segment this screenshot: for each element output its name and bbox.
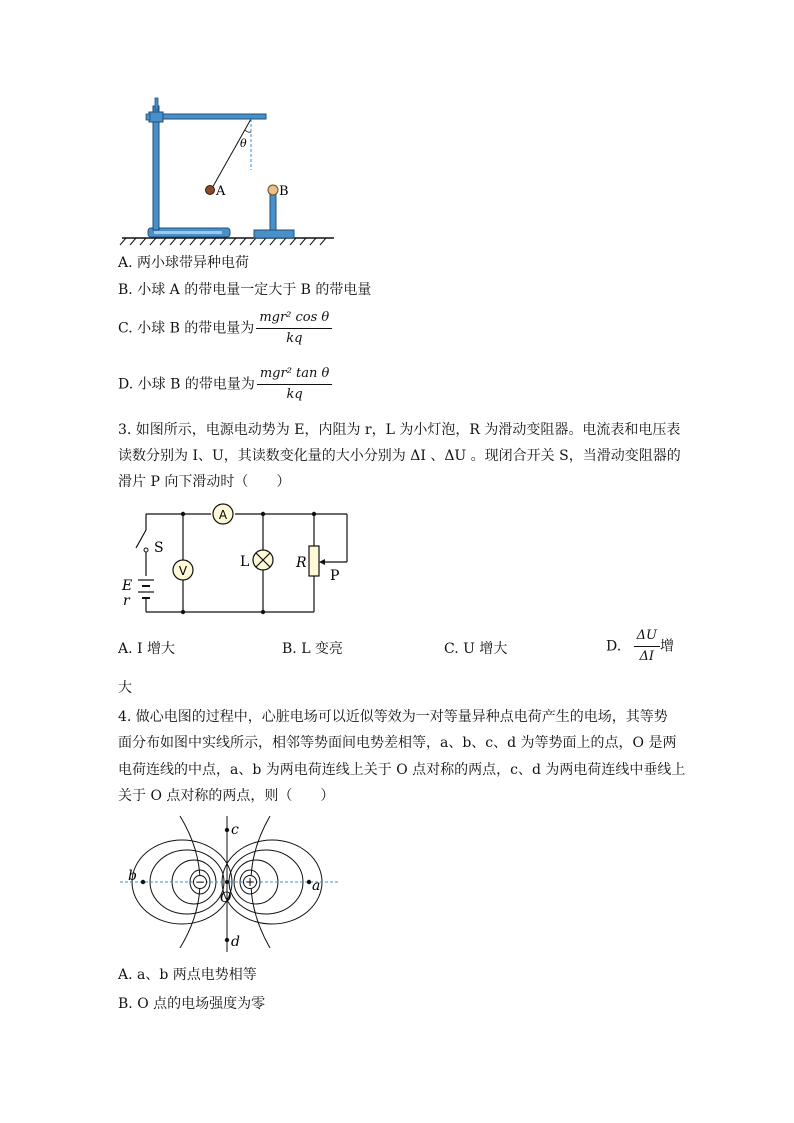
point-o: [225, 880, 229, 884]
point-a-label: a: [312, 878, 321, 894]
q4-stem-line2: 面分布如图中实线所示，相邻等势面间电势差相等，a、b、c、d 为等势面上的点，O 是两: [118, 735, 677, 751]
positive-charge-sign: +: [244, 875, 256, 889]
q3-option-d: [606, 628, 674, 665]
q2-option-c-numerator: mgr² cos θ: [256, 310, 332, 329]
q3-option-d-fraction: [634, 628, 660, 665]
theta-label: θ: [240, 137, 247, 150]
point-d-label: d: [231, 934, 240, 950]
q2-option-d: [118, 366, 332, 403]
q3-option-b: B. L 变亮: [282, 641, 343, 657]
q2-option-c: [118, 310, 332, 347]
q3-option-d-prefix: D.: [606, 638, 622, 655]
ball-a-label: A: [216, 184, 226, 199]
rheostat-label: R: [296, 555, 307, 571]
q3-option-d-wrap: 大: [118, 680, 132, 696]
q3-option-d-denominator: ΔI: [639, 649, 655, 664]
q2-option-d-denominator: kq: [286, 387, 303, 402]
circuit-diagram: [116, 500, 356, 620]
q3-option-d-numerator: ΔU: [634, 628, 660, 647]
q2-option-b: B. 小球 A 的带电量一定大于 B 的带电量: [118, 282, 372, 298]
q2-option-d-fraction: [257, 366, 333, 403]
ball-a: [206, 186, 215, 195]
q3-stem-line3: 滑片 P 向下滑动时（ ）: [118, 474, 291, 490]
q4-option-a: A. a、b 两点电势相等: [118, 967, 257, 983]
q2-option-c-denominator: kq: [286, 331, 303, 346]
internal-resistance-label: r: [123, 593, 130, 609]
point-c: [225, 828, 229, 832]
equipotential-figure: [120, 814, 340, 954]
q2-option-d-prefix: D. 小球 B 的带电量为: [118, 376, 255, 393]
q3-stem-line2: 读数分别为 I、U，其读数变化量的大小分别为 ΔI 、ΔU 。现闭合开关 S，当滑动变阻器的: [118, 448, 681, 464]
emf-label: E: [122, 578, 133, 594]
q2-option-c-fraction: [256, 310, 332, 347]
q2-option-c-prefix: C. 小球 B 的带电量为: [118, 320, 255, 337]
q4-option-b: B. O 点的电场强度为零: [118, 996, 266, 1012]
q3-stem-line1: 3. 如图所示，电源电动势为 E，内阻为 r，L 为小灯泡，R 为滑动变阻器。电流表和电压表: [118, 422, 681, 438]
point-b: [141, 880, 145, 884]
ball-b: [268, 185, 278, 195]
q4-stem-line4: 关于 O 点对称的两点，则（ ）: [118, 788, 335, 804]
switch-label: S: [154, 540, 164, 556]
point-d: [225, 938, 229, 942]
q2-option-d-numerator: mgr² tan θ: [257, 366, 333, 385]
point-c-label: c: [231, 822, 239, 838]
q2-option-a: A. 两小球带异种电荷: [118, 255, 250, 271]
point-a: [307, 880, 311, 884]
point-b-label: b: [128, 868, 137, 884]
q4-stem-line3: 电荷连线的中点，a、b 为两电荷连线上关于 O 点对称的两点，c、d 为两电荷连线中垂线上: [118, 762, 686, 778]
pendulum-figure: [118, 92, 338, 252]
q3-option-d-suffix: 增: [660, 638, 674, 655]
q3-option-c: C. U 增大: [444, 641, 508, 657]
ammeter-label: A: [218, 508, 228, 522]
slider-label: P: [330, 568, 340, 584]
q3-option-a: A. I 增大: [118, 641, 175, 657]
ball-b-label: B: [279, 184, 289, 199]
q4-stem-line1: 4. 做心电图的过程中，心脏电场可以近似等效为一对等量异种点电荷产生的电场，其等势: [118, 709, 668, 725]
lamp-label: L: [240, 554, 250, 570]
point-o-label: O: [220, 890, 232, 906]
voltmeter-label: V: [178, 564, 188, 578]
negative-charge-sign: −: [194, 875, 206, 889]
